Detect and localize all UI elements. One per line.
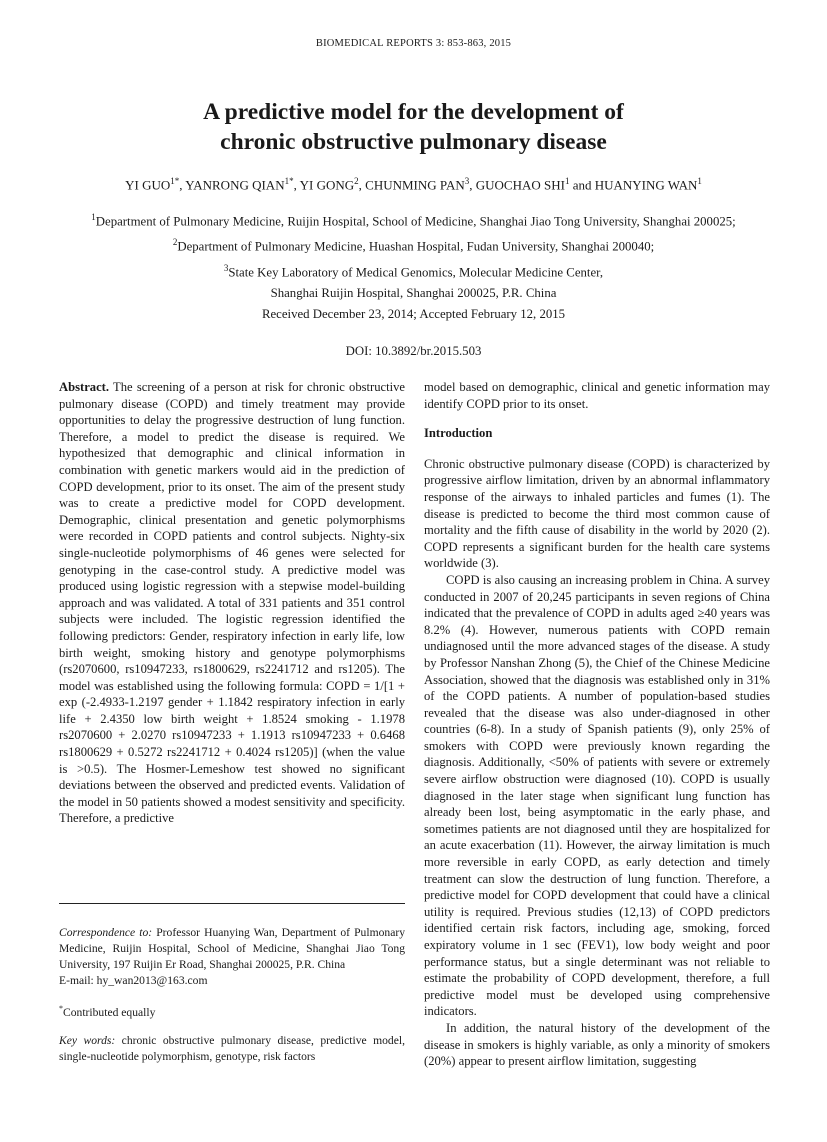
contrib-marker: * xyxy=(59,1004,63,1013)
keywords-text: chronic obstructive pulmonary disease, predictive model, single-nucleotide polymorphism, genotype, risk factors xyxy=(59,1033,405,1063)
title-line-2: chronic obstructive pulmonary disease xyxy=(220,129,607,155)
received-accepted-dates: Received December 23, 2014; Accepted February 12, 2015 xyxy=(261,307,566,321)
author-name: GUOCHAO SHI xyxy=(475,177,565,193)
author-affil-marker: 1* xyxy=(284,176,294,186)
correspondence-email[interactable]: E-mail: hy_wan2013@163.com xyxy=(59,974,208,987)
affil-marker: 1 xyxy=(91,212,96,222)
author-affil-marker: 1* xyxy=(170,176,180,186)
author-separator: , xyxy=(179,177,186,193)
author-separator: , xyxy=(469,177,476,193)
author-name: YANRONG QIAN xyxy=(185,177,285,193)
affiliation-line xyxy=(0,232,827,257)
correspondence-label: Correspondence to: xyxy=(59,926,153,939)
section-heading-introduction: Introduction xyxy=(424,426,493,441)
author-name: YI GONG xyxy=(299,177,355,193)
author-affil-marker: 2 xyxy=(354,176,359,186)
author-separator: and xyxy=(569,177,595,193)
keywords-label: Key words: xyxy=(59,1033,116,1047)
running-head: BIOMEDICAL REPORTS 3: 853-863, 2015 xyxy=(315,38,512,49)
affiliation-text: State Key Laboratory of Medical Genomics, Molecular Medicine Center, xyxy=(228,264,604,279)
affiliation-text: Department of Pulmonary Medicine, Huashan Hospital, Fudan University, Shanghai 200040; xyxy=(177,239,655,254)
affiliation-line xyxy=(0,207,827,232)
correspondence xyxy=(59,925,405,989)
contribution-note xyxy=(59,1001,405,1021)
intro-paragraph-2: COPD is also causing an increasing problem in China. A survey conducted in 2007 of 20,245 participants in seven regions of China indicated that the prevalence of COPD in adults aged ≥40 years was 8.2% (4). However, numerous patients with COPD remain undiagnosed until the more advanced stages of the disease. A study by Professor Nanshan Zhong (5), the Chief of the Chinese Medicine Association, showed that the diagnosis was established only in 31% of the COPD patients. A number of population-based studies revealed that the disease was also under-diagnosed in other countries (6-8). In a study of Spanish patients (9), only 25% of smokers with COPD were previously known regarding the diagnosis. Additionally, <50% of patients with severe or extremely severe airflow obstruction were diagnosed (10). COPD is usually diagnosed in the later stage when significant lung function has already been lost, being asymptomatic in the early phase, and sometimes patients are not diagnosed until they are hospitalized for an acute exacerbation (11). However, the airway limitation is much more reversible in early COPD, as early detection and timely treatment can slow the destruction of lung function. Therefore, a predictive model for COPD development that could have a clinical utility is required. Previous studies (12,13) of COPD predictors identified certain risk factors, including age, smoking, forced expiratory volume in 1 sec (FEV1), low body weight and poor performance status, but a single determinant was not reliable to estimate the probability of COPD development, therefore, a full predictive model must be developed using comprehensive indicators. xyxy=(424,572,770,1019)
author-name: YI GUO xyxy=(125,177,171,193)
author-affil-marker: 3 xyxy=(464,176,470,186)
right-column xyxy=(424,379,770,1070)
abstract-label: Abstract. xyxy=(59,380,110,394)
author-list xyxy=(0,176,827,193)
keywords xyxy=(59,1033,405,1065)
author-name: CHUNMING PAN xyxy=(365,177,465,193)
correspondence-text: Professor Huanying Wan, Department of Pulmonary Medicine, Ruijin Hospital, School of Medicine, Shanghai Jiao Tong University, 197 Ruijin Er Road, Shanghai 200025, P.R. China xyxy=(59,926,405,971)
abstract-continuation: model based on demographic, clinical and genetic information may identify COPD prior to its onset. xyxy=(424,380,770,411)
author-separator: , xyxy=(293,177,300,193)
affiliation-line xyxy=(0,283,827,304)
author-affil-marker: 1 xyxy=(564,176,570,186)
doi: DOI: 10.3892/br.2015.503 xyxy=(345,344,482,358)
title-line-1: A predictive model for the development of xyxy=(203,99,624,125)
author-affil-marker: 1 xyxy=(697,176,702,186)
intro-paragraph-3: In addition, the natural history of the development of the disease in smokers is highly variable, as only a minority of smokers (20%) appear to present airflow limitation, suggesting xyxy=(424,1020,770,1069)
affiliation-text: Shanghai Ruijin Hospital, Shanghai 200025, P.R. China xyxy=(270,285,557,300)
affil-marker: 3 xyxy=(223,262,229,273)
abstract-text: The screening of a person at risk for chronic obstructive pulmonary disease (COPD) and timely treatment may provide opportunities to delay the progressive destruction of lung function. Therefore, a model to predict the disease is required. We hypothesized that demographic and clinical information in combination with genetic markers would aid in the prediction of COPD development, prior to its onset. The aim of the present study was to create a predictive model for COPD development. Demographic, clinical presentation and genetic polymorphisms were recorded in COPD patients and control subjects. Nighty-six single-nucleotide polymorphisms of 46 genes were selected for genotyping in the case-control study. A predictive model was produced using logistic regression with a stepwise model-building approach and was validated. A total of 331 patients and 351 control subjects were included. The logistic regression identified the following predictors: Gender, respiratory infection in early life, low birth weight, smoking history and genotype polymorphisms (rs2070600, rs10947233, rs1800629, rs2241712 and rs1205). The model was established using the following formula: COPD = 1/[1 + exp (-2.4933-1.2197 gender + 1.1842 respiratory infection in early life + 2.4350 low birth weight + 1.8524 smoking - 1.1978 rs2070600 + 2.0270 rs10947233 + 1.1913 rs10947233 + 0.6468 rs1800629 + 0.5272 rs2241712 + 0.4024 rs1205)] (when the value is >0.5). The Hosmer-Lemeshow test showed no significant deviations between the observed and predicted events. Validation of the model in 50 patients showed a modest sensitivity and specificity. Therefore, a predictive xyxy=(59,380,405,826)
footnotes xyxy=(59,925,405,1077)
affiliation-line xyxy=(0,258,827,283)
article-title xyxy=(0,97,827,157)
author-separator: , xyxy=(358,177,366,193)
abstract xyxy=(59,379,405,827)
intro-paragraph-1: Chronic obstructive pulmonary disease (COPD) is characterized by progressive airflow limitation, driven by an abnormal inflammatory response of the airways to inhaled particles and fumes (1). The disease is predicted to become the third most common cause of mortality and the fifth cause of disability in the world by 2020 (2). COPD represents a significant burden for the health care systems worldwide (3). xyxy=(424,456,770,571)
contrib-text: Contributed equally xyxy=(63,1005,156,1019)
left-column xyxy=(59,379,405,827)
affil-marker: 2 xyxy=(172,237,178,248)
author-name: HUANYING WAN xyxy=(594,177,698,193)
affiliation-text: Department of Pulmonary Medicine, Ruijin Hospital, School of Medicine, Shanghai Jiao Tong University, Shanghai 200025; xyxy=(95,214,736,229)
footnote-divider xyxy=(59,903,405,904)
affiliations xyxy=(0,207,827,304)
